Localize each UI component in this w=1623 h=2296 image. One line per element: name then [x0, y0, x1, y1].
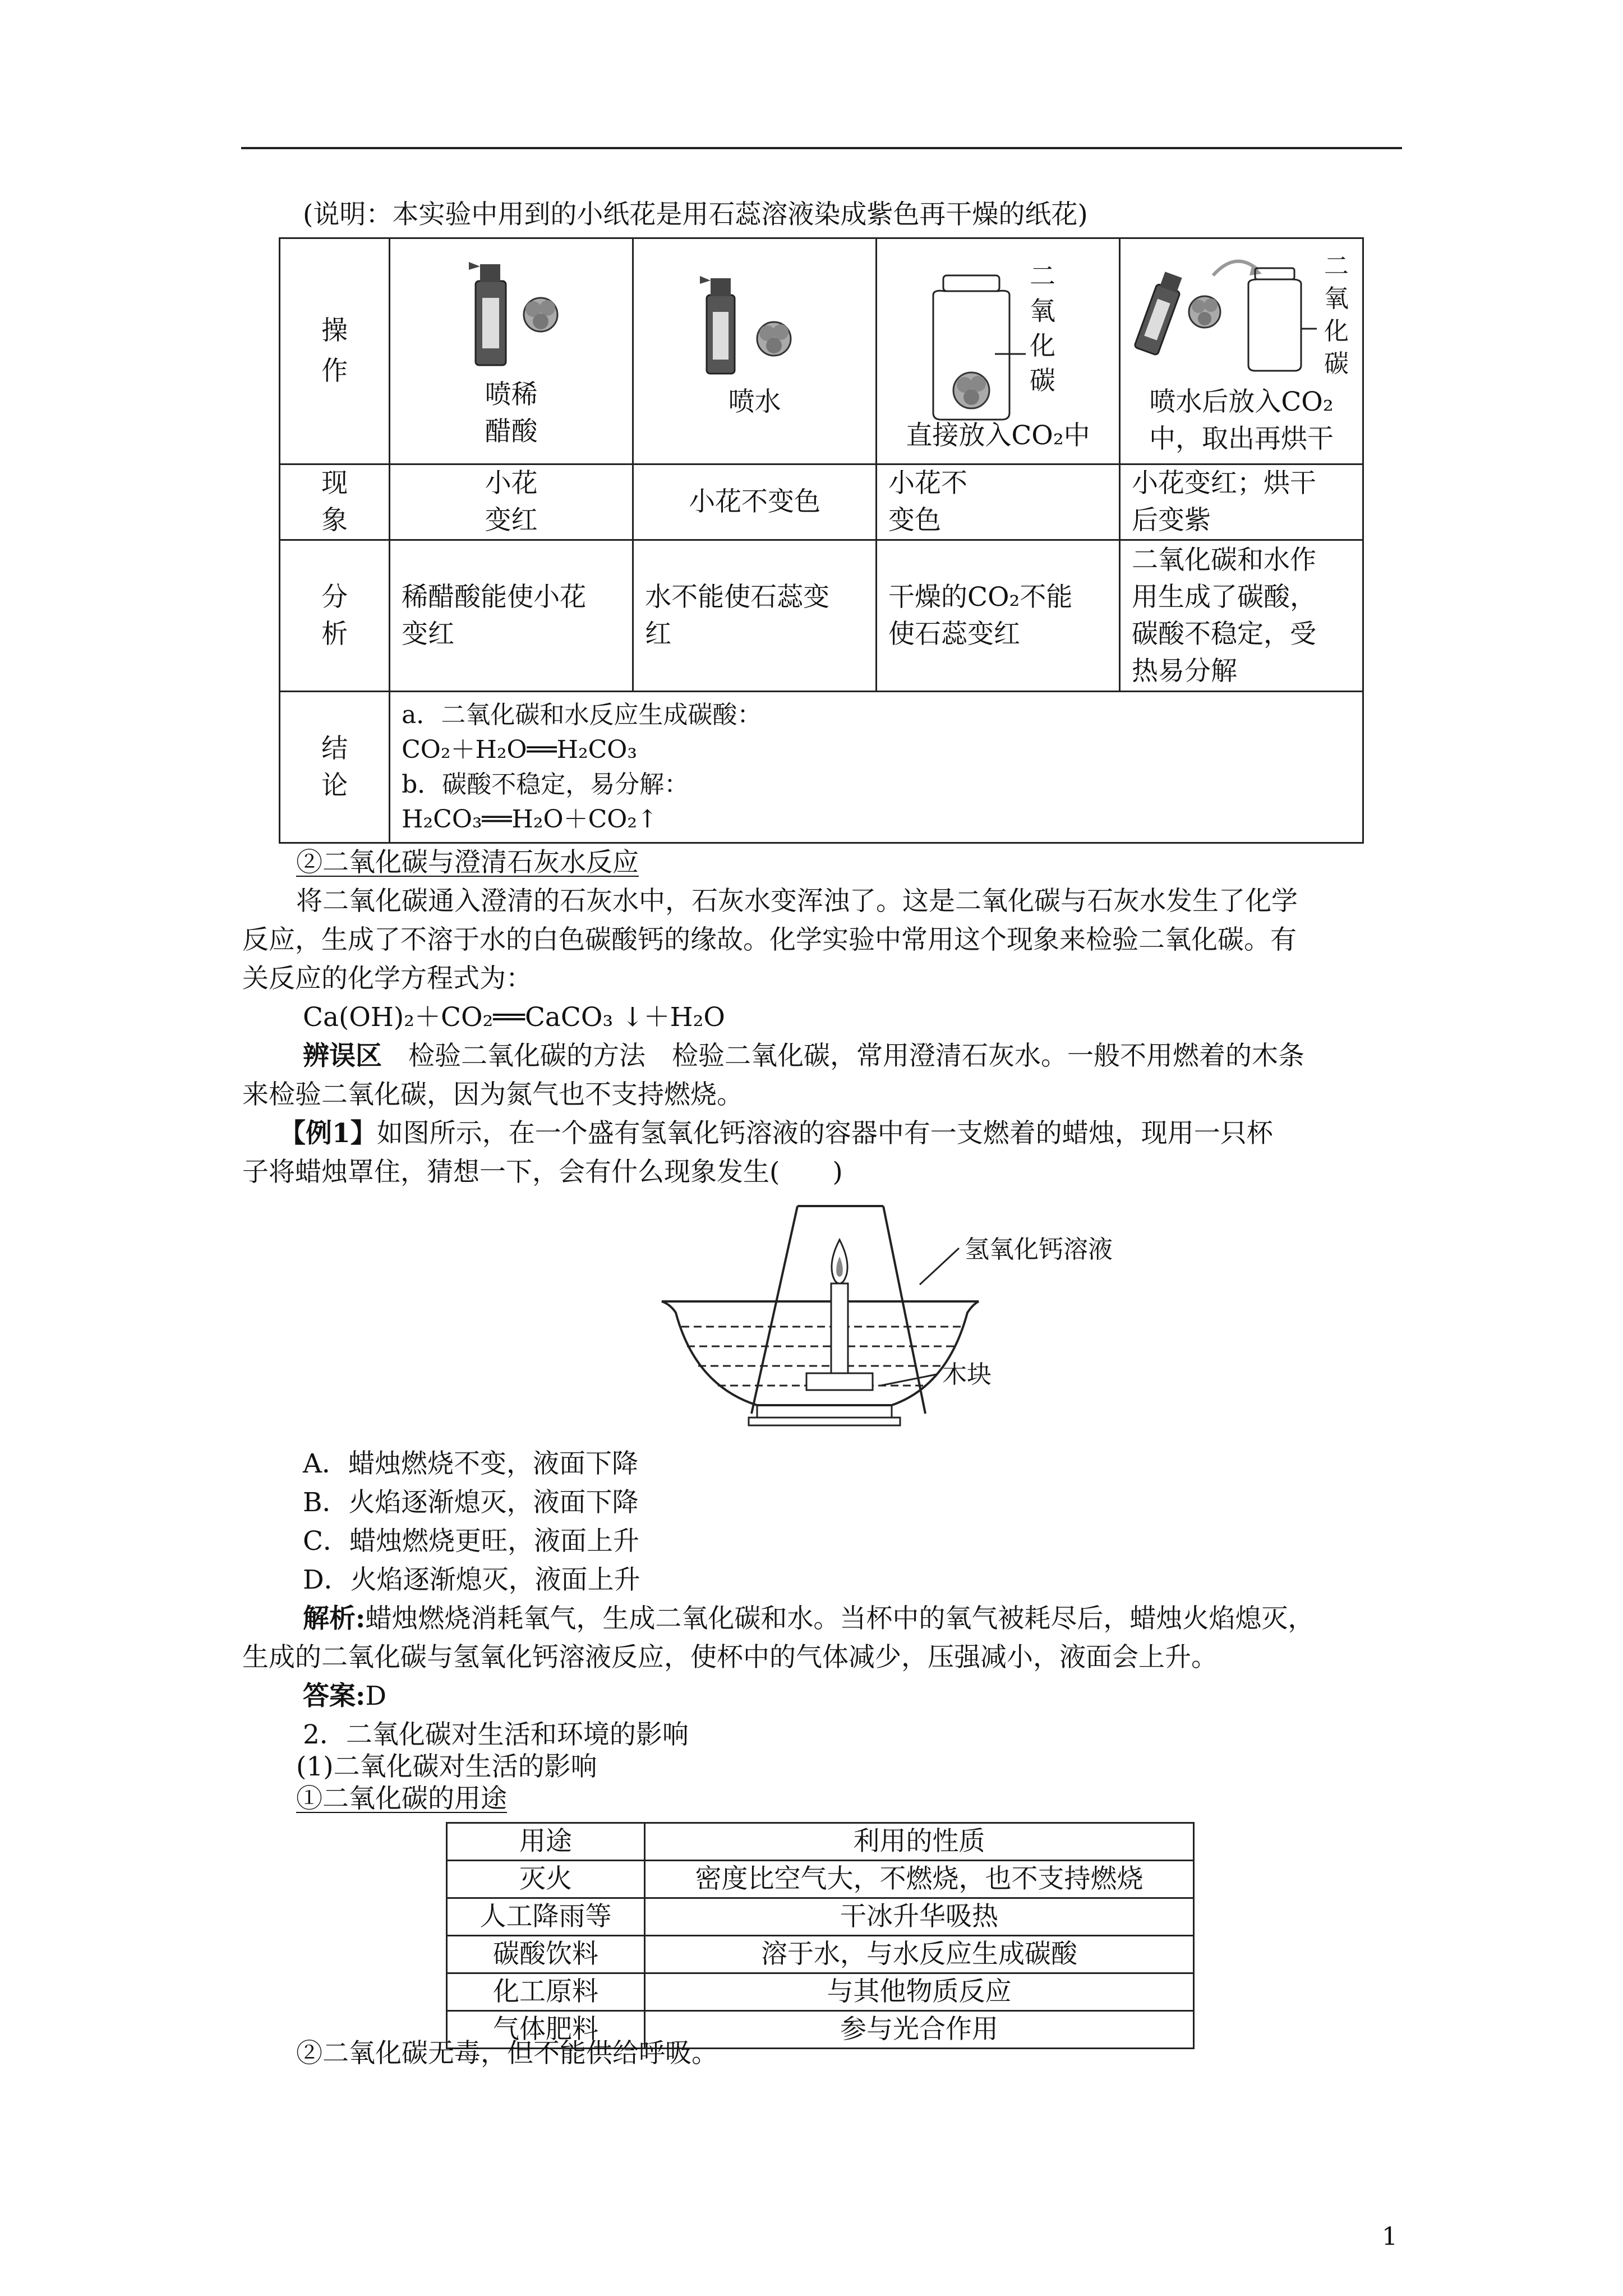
gas-jar-flower-icon — [877, 245, 1115, 430]
experiment-table — [279, 237, 1364, 844]
paragraph-line: 将二氧化碳通入澄清的石灰水中，石灰水变浑浊了。这是二氧化碳与石灰水发生了化学 — [296, 886, 1298, 917]
table-row: 灭火 密度比空气大，不燃烧，也不支持燃烧 — [447, 1861, 1194, 1898]
usage-header-row — [447, 1823, 1194, 1861]
co2-label-4: 二氧化碳 — [1324, 252, 1349, 378]
phenomenon-cell-2: 小花不变色 — [633, 464, 877, 540]
phenomenon-row — [280, 464, 1363, 540]
example-line-2: 子将蜡烛罩住，猜想一下，会有什么现象发生( ) — [242, 1157, 843, 1188]
last-line: ②二氧化碳无毒，但不能供给呼吸。 — [296, 2038, 718, 2069]
operation-cell-4 — [1120, 238, 1363, 464]
operation-caption-3: 直接放入CO₂中 — [906, 420, 1090, 451]
table-row: 人工降雨等 干冰升华吸热 — [447, 1898, 1194, 1936]
example-line-1: 【例1】如图所示，在一个盛有氢氧化钙溶液的容器中有一支燃着的蜡烛，现用一只杯 — [279, 1118, 1273, 1149]
operation-row — [280, 238, 1363, 464]
conclusion-cell: a．二氧化碳和水反应生成碳酸： CO₂＋H₂O══H₂CO₃ b．碳酸不稳定，易分解： H₂CO₃══H₂O＋CO₂↑ — [390, 692, 1363, 843]
row-header-phenomenon: 现象 — [280, 464, 390, 540]
paragraph-line: 反应，生成了不溶于水的白色碳酸钙的缘故。化学实验中常用这个现象来检验二氧化碳。有 — [242, 924, 1297, 955]
analysis-cell-2: 水不能使石蕊变 红 — [633, 540, 877, 692]
usage-table — [446, 1822, 1195, 2049]
section-2-heading: 2．二氧化碳对生活和环境的影响 — [303, 1719, 689, 1750]
operation-cell-3 — [877, 238, 1120, 464]
operation-caption-1a: 喷稀 — [485, 379, 538, 410]
mistake-line-2: 来检验二氧化碳，因为氮气也不支持燃烧。 — [242, 1079, 743, 1110]
row-header-operation: 操作 — [280, 238, 390, 464]
experiment-note: (说明：本实验中用到的小纸花是用石蕊溶液染成紫色再干燥的纸花) — [303, 199, 1088, 230]
operation-caption-1b: 醋酸 — [485, 416, 538, 447]
section-heading-lime: ②二氧化碳与澄清石灰水反应 — [296, 847, 639, 878]
table-row: 碳酸饮料 溶于水，与水反应生成碳酸 — [447, 1936, 1194, 1973]
table-row: 化工原料 与其他物质反应 — [447, 1973, 1194, 2011]
option-b: B．火焰逐渐熄灭，液面下降 — [303, 1487, 639, 1518]
header-rule — [241, 147, 1402, 149]
figure-label-solution: 氢氧化钙溶液 — [965, 1235, 1113, 1264]
operation-cell-2 — [633, 238, 877, 464]
co2-label-3: 二氧化碳 — [1030, 261, 1056, 395]
conclusion-row — [280, 692, 1363, 843]
phenomenon-cell-4: 小花变红；烘干 后变紫 — [1120, 464, 1363, 540]
analysis-line-2: 生成的二氧化碳与氢氧化钙溶液反应，使杯中的气体减少，压强减小，液面会上升。 — [242, 1642, 1218, 1673]
mistake-line-1: 辨误区 检验二氧化碳的方法 检验二氧化碳，常用澄清石灰水。一般不用燃着的木条 — [303, 1041, 1304, 1071]
row-header-conclusion: 结论 — [280, 692, 390, 843]
answer-line: 答案:D — [303, 1681, 387, 1711]
paragraph-line: 关反应的化学方程式为： — [242, 963, 532, 994]
operation-caption-2: 喷水 — [728, 386, 781, 417]
uses-heading: ①二氧化碳的用途 — [296, 1783, 507, 1814]
usage-header-property: 利用的性质 — [645, 1823, 1194, 1861]
section-2-sub1: (1)二氧化碳对生活的影响 — [296, 1751, 597, 1782]
option-c: C．蜡烛燃烧更旺，液面上升 — [303, 1526, 639, 1557]
operation-caption-4a: 喷水后放入CO₂ — [1149, 386, 1334, 417]
operation-caption-4b: 中，取出再烘干 — [1149, 424, 1334, 454]
analysis-row — [280, 540, 1363, 692]
equation-lime: Ca(OH)₂＋CO₂══CaCO₃ ↓＋H₂O — [303, 1002, 725, 1033]
option-a: A．蜡烛燃烧不变，液面下降 — [303, 1448, 638, 1479]
row-header-analysis: 分析 — [280, 540, 390, 692]
table-row: 气体肥料 参与光合作用 — [447, 2011, 1194, 2049]
option-d: D．火焰逐渐熄灭，液面上升 — [303, 1565, 640, 1595]
analysis-cell-4: 二氧化碳和水作 用生成了碳酸， 碳酸不稳定，受 热易分解 — [1120, 540, 1363, 692]
phenomenon-cell-3: 小花不 变色 — [877, 464, 1120, 540]
phenomenon-cell-1: 小花 变红 — [390, 464, 633, 540]
page-number: 1 — [1382, 2223, 1398, 2251]
usage-header-use: 用途 — [447, 1823, 645, 1861]
analysis-cell-3: 干燥的CO₂不能 使石蕊变红 — [877, 540, 1120, 692]
analysis-cell-1: 稀醋酸能使小花 变红 — [390, 540, 633, 692]
operation-cell-1 — [390, 238, 633, 464]
figure-label-block: 木块 — [942, 1360, 992, 1389]
analysis-line-1: 解析:蜡烛燃烧消耗氧气，生成二氧化碳和水。当杯中的氧气被耗尽后，蜡烛火焰熄灭， — [303, 1603, 1315, 1634]
